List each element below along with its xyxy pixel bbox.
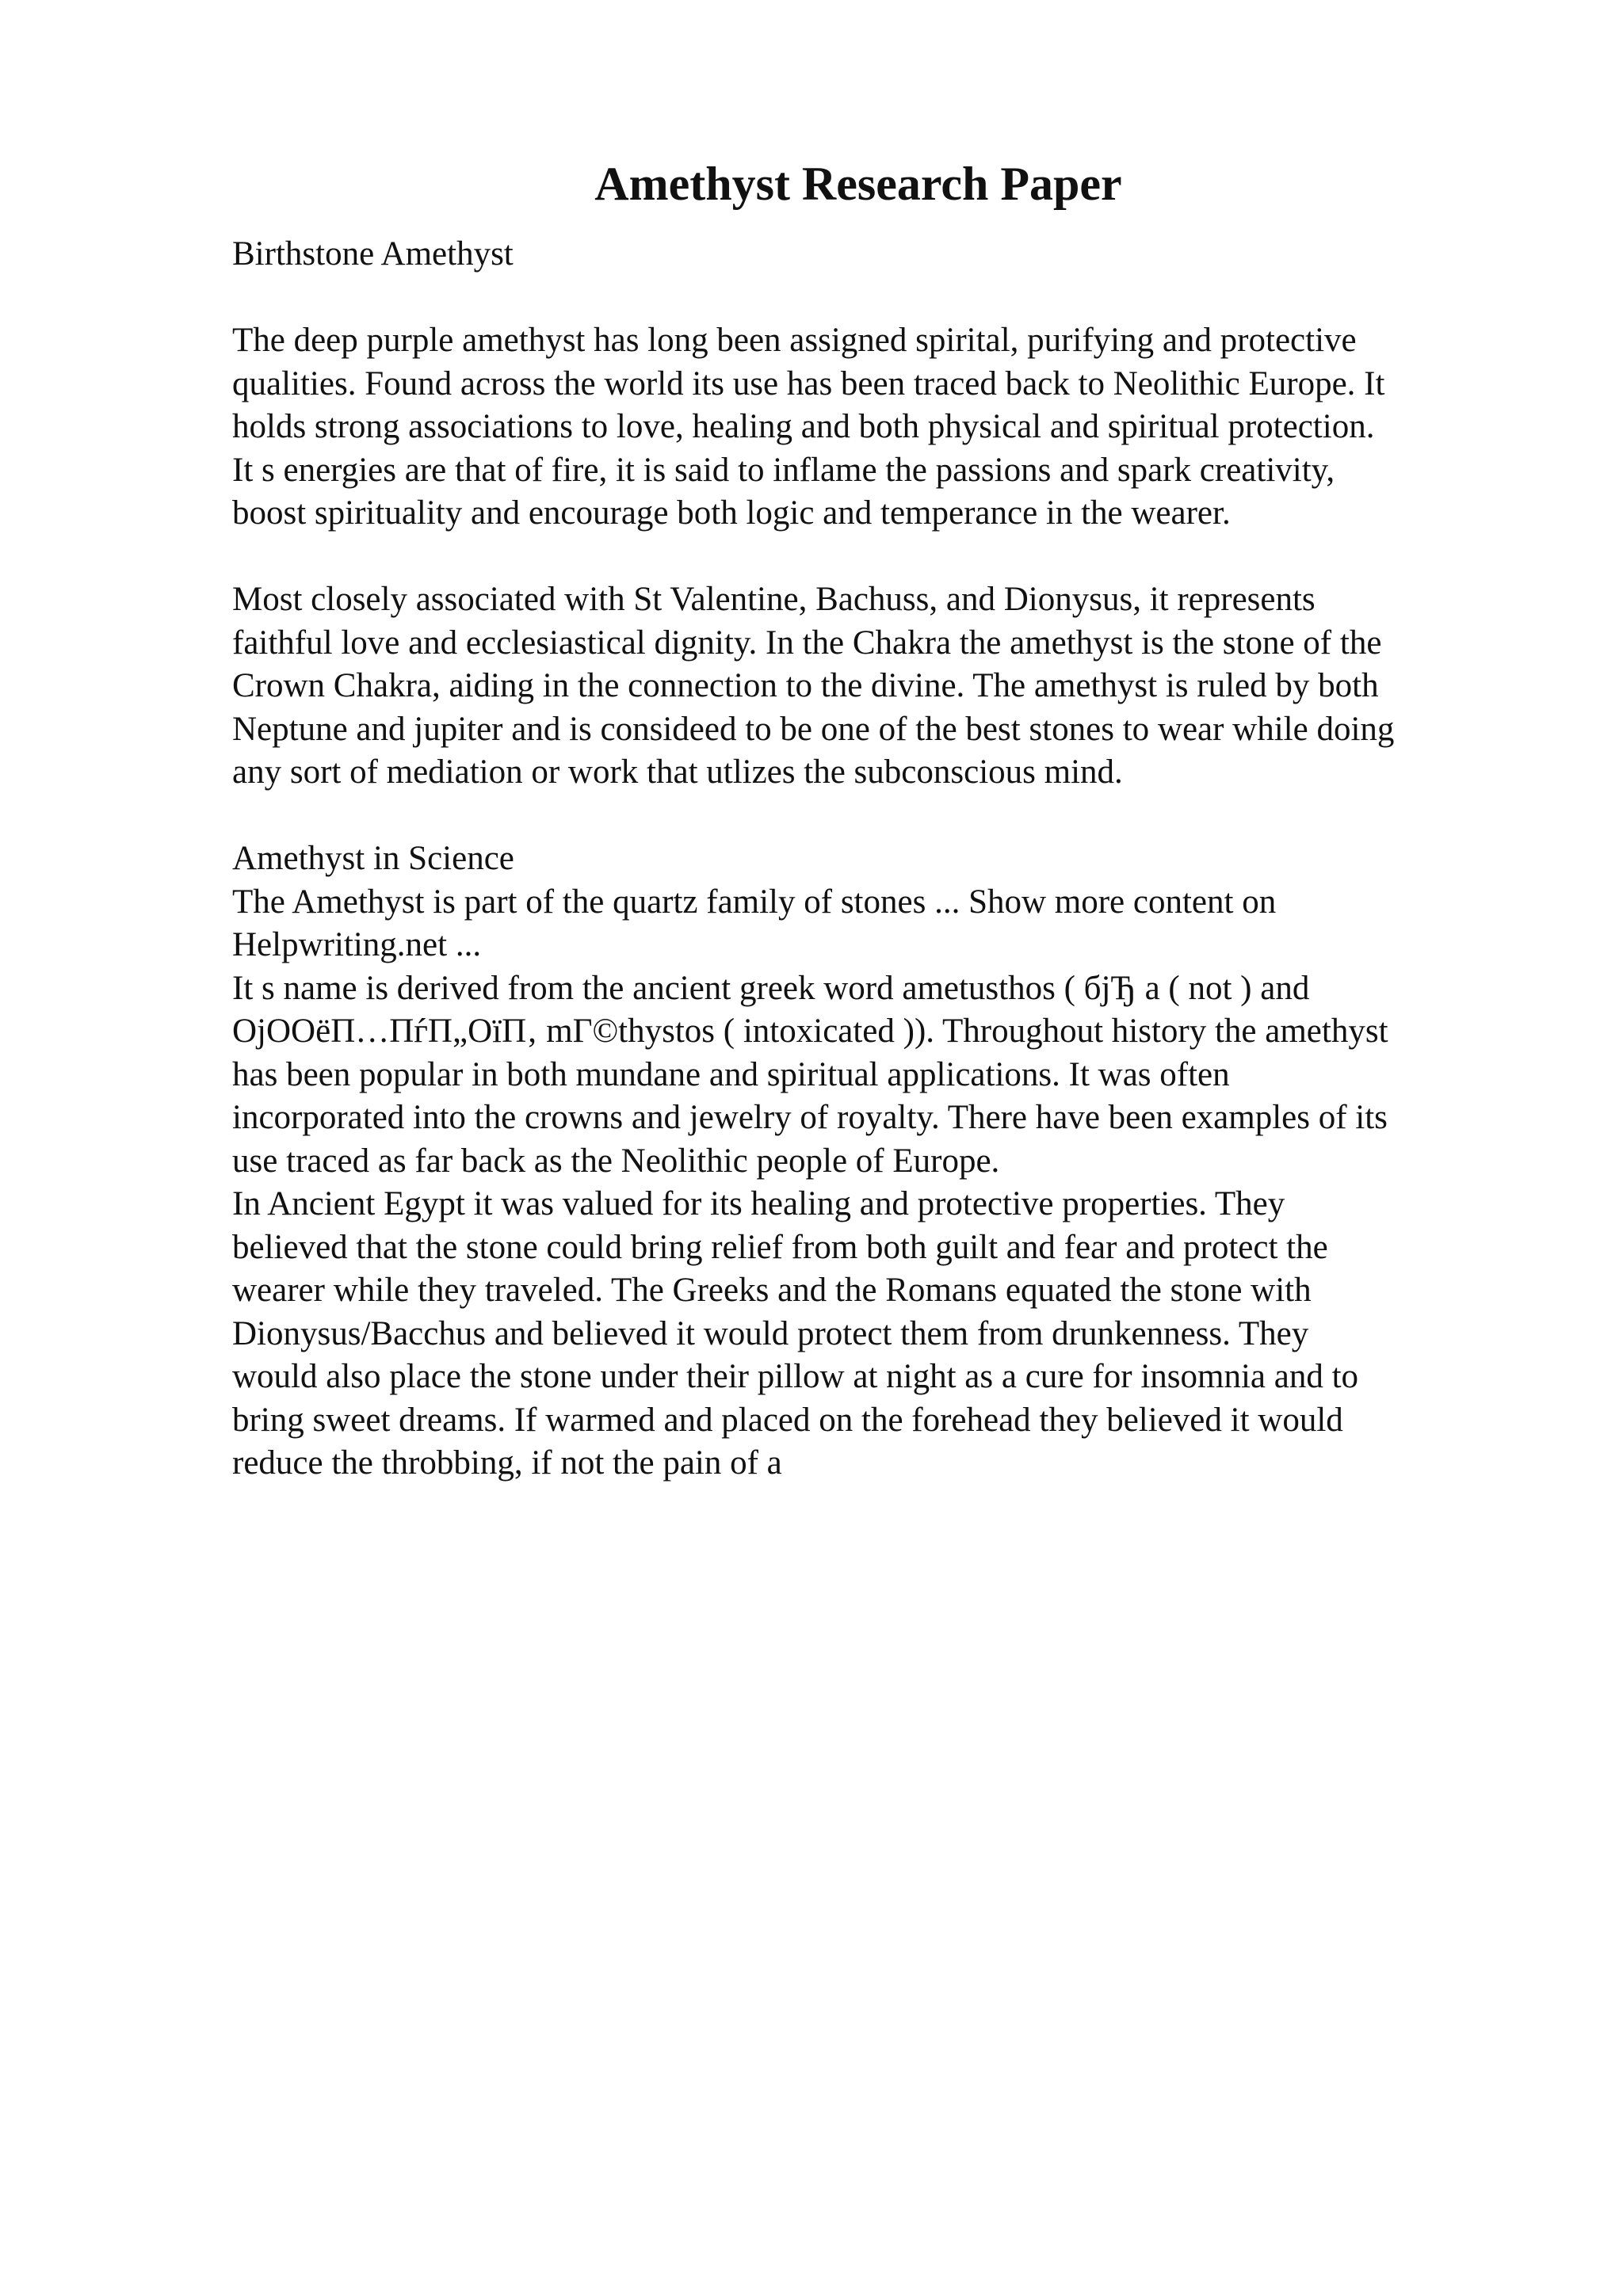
document-body (232, 151, 1516, 1486)
text-line: has been popular in both mundane and spiritual applications. It was often (232, 1055, 1230, 1093)
paragraph-1 (232, 319, 1516, 536)
text-line: holds strong associations to love, healing and both physical and spiritual protection. (232, 408, 1375, 445)
text-line: boost spirituality and encourage both logic and temperance in the wearer. (232, 494, 1231, 532)
text-line: qualities. Found across the world its use has been traced back to Neolithic Europe. It (232, 364, 1385, 402)
section-heading-science: Amethyst in Science (232, 840, 514, 877)
text-line: ОјООёП…ПѓП„ОїП‚ mГ©thystos ( intoxicated )). Throughout history the amethyst (232, 1013, 1388, 1050)
paragraph-spacer (232, 795, 1516, 838)
text-line: Crown Chakra, aiding in the connection to the divine. The amethyst is ruled by both (232, 667, 1379, 704)
text-line: incorporated into the crowns and jewelry of royalty. There have been examples of its (232, 1099, 1388, 1136)
text-line: Helpwriting.net ... (232, 926, 482, 963)
page-title: Amethyst Research Paper (594, 158, 1122, 210)
text-line: It s energies are that of fire, it is said to inflame the passions and spark creativity, (232, 451, 1335, 489)
paragraph-2 (232, 578, 1516, 795)
paragraph-spacer (232, 277, 1516, 320)
text-line: believed that the stone could bring relief from both guilt and fear and protect the (232, 1228, 1328, 1266)
text-line: would also place the stone under their pillow at night as a cure for insomnia and to (232, 1358, 1359, 1395)
paragraph-3 (232, 881, 1516, 1486)
text-line: Dionysus/Bacchus and believed it would protect them from drunkenness. They (232, 1314, 1309, 1352)
text-line: Most closely associated with St Valentine, Bachuss, and Dionysus, it represents (232, 581, 1316, 618)
text-line: reduce the throbbing, if not the pain of a (232, 1444, 782, 1482)
text-line: In Ancient Egypt it was valued for its healing and protective properties. They (232, 1185, 1285, 1222)
text-line: The deep purple amethyst has long been assigned spirital, purifying and protective (232, 322, 1357, 359)
text-line: The Amethyst is part of the quartz family of stones ... Show more content on (232, 883, 1277, 921)
paragraph-spacer (232, 536, 1516, 579)
text-line: use traced as far back as the Neolithic people of Europe. (232, 1142, 1000, 1180)
text-line: Neptune and jupiter and is consideed to be one of the best stones to wear while doing (232, 710, 1395, 748)
text-line: any sort of mediation or work that utlizes the subconscious mind. (232, 753, 1123, 791)
section-heading-birthstone: Birthstone Amethyst (232, 235, 514, 273)
text-line: It s name is derived from the ancient greek word ametusthos ( бјЂ a ( not ) and (232, 969, 1310, 1007)
text-line: wearer while they traveled. The Greeks and the Romans equated the stone with (232, 1272, 1312, 1309)
text-line: bring sweet dreams. If warmed and placed on the forehead they believed it would (232, 1401, 1343, 1439)
text-line: faithful love and ecclesiastical dignity. In the Chakra the amethyst is the stone of the (232, 624, 1382, 662)
